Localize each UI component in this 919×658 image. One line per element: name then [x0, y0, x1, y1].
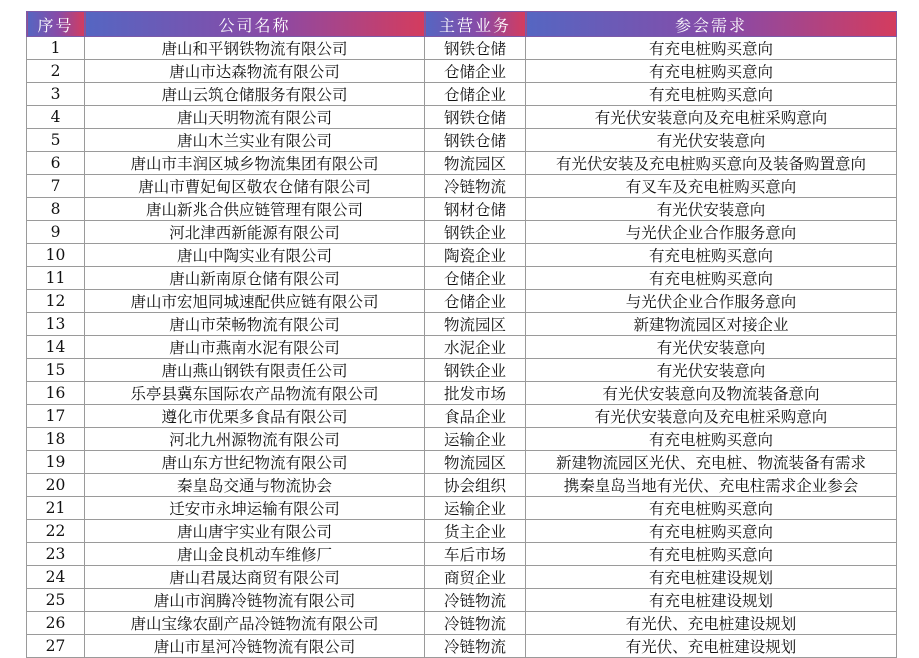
cell-no: 21: [27, 497, 85, 520]
cell-no: 18: [27, 428, 85, 451]
header-business: 主营业务: [425, 12, 526, 37]
table-row: [27, 612, 897, 635]
cell-business: 物流园区: [425, 152, 526, 175]
cell-business: 运输企业: [425, 497, 526, 520]
cell-no: 22: [27, 520, 85, 543]
table-row: [27, 152, 897, 175]
table-row: [27, 635, 897, 658]
table-row: [27, 175, 897, 198]
cell-company: 唐山市丰润区城乡物流集团有限公司: [85, 152, 425, 175]
table-row: [27, 451, 897, 474]
cell-no: 12: [27, 290, 85, 313]
cell-company: 唐山金良机动车维修厂: [85, 543, 425, 566]
cell-company: 秦皇岛交通与物流协会: [85, 474, 425, 497]
cell-needs: 有充电桩购买意向: [526, 60, 897, 83]
cell-needs: 有充电桩建设规划: [526, 566, 897, 589]
cell-company: 唐山中陶实业有限公司: [85, 244, 425, 267]
cell-no: 27: [27, 635, 85, 658]
table-row: [27, 589, 897, 612]
cell-company: 河北津西新能源有限公司: [85, 221, 425, 244]
table-row: [27, 336, 897, 359]
cell-no: 15: [27, 359, 85, 382]
cell-company: 迁安市永坤运输有限公司: [85, 497, 425, 520]
table-row: [27, 198, 897, 221]
cell-no: 16: [27, 382, 85, 405]
cell-no: 23: [27, 543, 85, 566]
cell-needs: 有充电桩购买意向: [526, 543, 897, 566]
cell-business: 钢铁企业: [425, 221, 526, 244]
table-row: [27, 106, 897, 129]
table-row: [27, 543, 897, 566]
cell-no: 6: [27, 152, 85, 175]
cell-company: 唐山新南原仓储有限公司: [85, 267, 425, 290]
cell-business: 车后市场: [425, 543, 526, 566]
cell-no: 8: [27, 198, 85, 221]
cell-business: 协会组织: [425, 474, 526, 497]
cell-needs: 有充电桩购买意向: [526, 520, 897, 543]
cell-company: 唐山市润腾冷链物流有限公司: [85, 589, 425, 612]
cell-business: 物流园区: [425, 451, 526, 474]
table-row: [27, 382, 897, 405]
header-needs: 参会需求: [526, 12, 897, 37]
cell-business: 钢铁企业: [425, 359, 526, 382]
cell-no: 19: [27, 451, 85, 474]
cell-business: 仓储企业: [425, 83, 526, 106]
table-row: [27, 497, 897, 520]
header-company: 公司名称: [85, 12, 425, 37]
cell-no: 3: [27, 83, 85, 106]
table-header-row: [27, 12, 897, 37]
cell-company: 唐山燕山钢铁有限责任公司: [85, 359, 425, 382]
cell-needs: 新建物流园区对接企业: [526, 313, 897, 336]
table-row: [27, 428, 897, 451]
cell-needs: 有光伏安装意向: [526, 198, 897, 221]
cell-business: 仓储企业: [425, 290, 526, 313]
cell-company: 唐山市曹妃甸区敬农仓储有限公司: [85, 175, 425, 198]
cell-business: 水泥企业: [425, 336, 526, 359]
cell-needs: 有光伏、充电桩建设规划: [526, 635, 897, 658]
cell-needs: 有充电桩购买意向: [526, 244, 897, 267]
cell-company: 河北九州源物流有限公司: [85, 428, 425, 451]
cell-no: 17: [27, 405, 85, 428]
cell-business: 仓储企业: [425, 60, 526, 83]
cell-needs: 有充电桩购买意向: [526, 428, 897, 451]
table-row: [27, 566, 897, 589]
cell-no: 20: [27, 474, 85, 497]
table-row: [27, 129, 897, 152]
cell-company: 唐山新兆合供应链管理有限公司: [85, 198, 425, 221]
cell-company: 唐山云筑仓储服务有限公司: [85, 83, 425, 106]
cell-business: 运输企业: [425, 428, 526, 451]
table-row: [27, 405, 897, 428]
table-row: [27, 359, 897, 382]
cell-no: 25: [27, 589, 85, 612]
cell-business: 钢铁仓储: [425, 37, 526, 60]
cell-business: 钢铁仓储: [425, 106, 526, 129]
table-row: [27, 313, 897, 336]
cell-business: 仓储企业: [425, 267, 526, 290]
cell-company: 唐山宝缘农副产品冷链物流有限公司: [85, 612, 425, 635]
cell-business: 物流园区: [425, 313, 526, 336]
cell-needs: 携秦皇岛当地有光伏、充电柱需求企业参会: [526, 474, 897, 497]
cell-needs: 有充电桩购买意向: [526, 37, 897, 60]
cell-business: 冷链物流: [425, 612, 526, 635]
cell-no: 5: [27, 129, 85, 152]
cell-needs: 有光伏安装意向及充电桩采购意向: [526, 405, 897, 428]
cell-needs: 有光伏安装意向: [526, 359, 897, 382]
cell-business: 货主企业: [425, 520, 526, 543]
cell-no: 2: [27, 60, 85, 83]
cell-business: 商贸企业: [425, 566, 526, 589]
cell-company: 唐山木兰实业有限公司: [85, 129, 425, 152]
cell-needs: 新建物流园区光伏、充电桩、物流装备有需求: [526, 451, 897, 474]
table-row: [27, 267, 897, 290]
cell-needs: 有充电桩购买意向: [526, 83, 897, 106]
cell-company: 唐山市荣畅物流有限公司: [85, 313, 425, 336]
cell-company: 唐山和平钢铁物流有限公司: [85, 37, 425, 60]
table-row: [27, 83, 897, 106]
cell-company: 唐山市宏旭同城速配供应链有限公司: [85, 290, 425, 313]
cell-no: 4: [27, 106, 85, 129]
table-row: [27, 290, 897, 313]
table-row: [27, 474, 897, 497]
table-body: [27, 37, 897, 658]
cell-needs: 有充电桩购买意向: [526, 267, 897, 290]
cell-no: 11: [27, 267, 85, 290]
cell-no: 14: [27, 336, 85, 359]
cell-business: 批发市场: [425, 382, 526, 405]
cell-no: 1: [27, 37, 85, 60]
cell-no: 13: [27, 313, 85, 336]
cell-business: 冷链物流: [425, 589, 526, 612]
cell-company: 唐山市达森物流有限公司: [85, 60, 425, 83]
cell-company: 唐山天明物流有限公司: [85, 106, 425, 129]
table-row: [27, 60, 897, 83]
header-no: 序号: [27, 12, 85, 37]
cell-company: 唐山君晟达商贸有限公司: [85, 566, 425, 589]
cell-business: 钢铁仓储: [425, 129, 526, 152]
participants-table-container: [26, 11, 896, 658]
cell-business: 食品企业: [425, 405, 526, 428]
table-row: [27, 244, 897, 267]
cell-needs: 与光伏企业合作服务意向: [526, 221, 897, 244]
cell-needs: 有叉车及充电桩购买意向: [526, 175, 897, 198]
cell-company: 乐亭县冀东国际农产品物流有限公司: [85, 382, 425, 405]
cell-company: 唐山市星河冷链物流有限公司: [85, 635, 425, 658]
cell-needs: 有光伏、充电桩建设规划: [526, 612, 897, 635]
cell-business: 陶瓷企业: [425, 244, 526, 267]
cell-needs: 有充电桩建设规划: [526, 589, 897, 612]
cell-no: 26: [27, 612, 85, 635]
cell-no: 9: [27, 221, 85, 244]
cell-needs: 有光伏安装及充电桩购买意向及装备购置意向: [526, 152, 897, 175]
cell-needs: 有光伏安装意向: [526, 129, 897, 152]
cell-company: 唐山东方世纪物流有限公司: [85, 451, 425, 474]
cell-business: 冷链物流: [425, 635, 526, 658]
cell-company: 遵化市优栗多食品有限公司: [85, 405, 425, 428]
cell-no: 7: [27, 175, 85, 198]
cell-company: 唐山唐宇实业有限公司: [85, 520, 425, 543]
cell-no: 10: [27, 244, 85, 267]
participants-table: [26, 11, 897, 658]
cell-company: 唐山市燕南水泥有限公司: [85, 336, 425, 359]
cell-needs: 有光伏安装意向: [526, 336, 897, 359]
table-row: [27, 221, 897, 244]
table-row: [27, 37, 897, 60]
cell-needs: 与光伏企业合作服务意向: [526, 290, 897, 313]
cell-needs: 有充电桩购买意向: [526, 497, 897, 520]
cell-needs: 有光伏安装意向及物流装备意向: [526, 382, 897, 405]
cell-business: 钢材仓储: [425, 198, 526, 221]
cell-business: 冷链物流: [425, 175, 526, 198]
cell-needs: 有光伏安装意向及充电桩采购意向: [526, 106, 897, 129]
table-row: [27, 520, 897, 543]
cell-no: 24: [27, 566, 85, 589]
